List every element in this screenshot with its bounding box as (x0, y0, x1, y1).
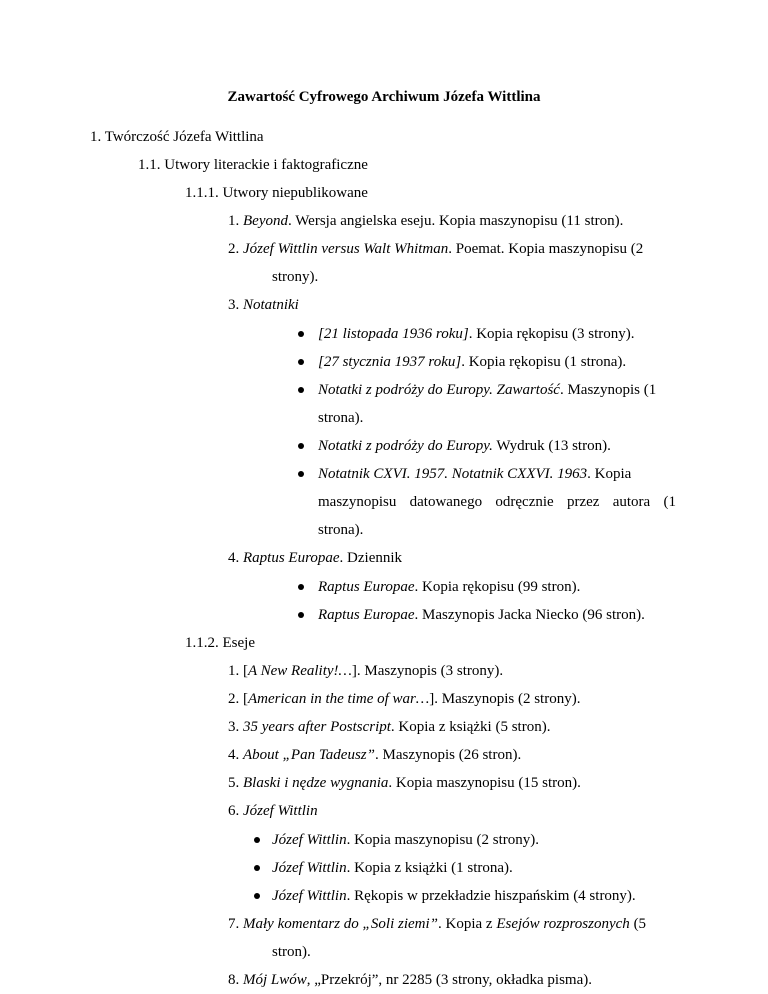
list-item: 4. About „Pan Tadeusz”. Maszynopis (26 stron). (228, 747, 522, 763)
list-item-continuation: strony). (272, 269, 319, 285)
bullet-icon (298, 584, 304, 590)
bullet-icon (298, 331, 304, 337)
list-item: 3. Notatniki (228, 297, 299, 313)
section-heading-1-1-2: 1.1.2. Eseje (185, 635, 255, 651)
section-heading-1: 1. Twórczość Józefa Wittlina (90, 129, 264, 145)
list-item: 3. 35 years after Postscript. Kopia z książki (5 stron). (228, 719, 551, 735)
list-item: [27 stycznia 1937 roku]. Kopia rękopisu (1 strona). (318, 354, 627, 370)
list-item: Notatki z podróży do Europy. Wydruk (13 stron). (318, 438, 611, 454)
bullet-icon (298, 612, 304, 618)
list-item: 6. Józef Wittlin (228, 803, 318, 819)
bullet-icon (298, 359, 304, 365)
list-item: 7. Mały komentarz do „Soli ziemi”. Kopia z Esejów rozproszonych (5 (228, 916, 647, 932)
bullet-icon (254, 865, 260, 871)
list-item: Raptus Europae. Maszynopis Jacka Niecko (96 stron). (318, 607, 645, 623)
list-item: 8. Mój Lwów, „Przekrój”, nr 2285 (3 strony, okładka pisma). (228, 972, 592, 988)
list-item: Józef Wittlin. Kopia maszynopisu (2 strony). (272, 832, 540, 848)
list-item: 1. [A New Reality!…]. Maszynopis (3 strony). (228, 663, 504, 679)
bullet-icon (254, 893, 260, 899)
list-item: Józef Wittlin. Rękopis w przekładzie hiszpańskim (4 strony). (272, 888, 636, 904)
list-item: Notatnik CXVI. 1957. Notatnik CXXVI. 1963. Kopia (318, 466, 632, 482)
list-item: 2. Józef Wittlin versus Walt Whitman. Poemat. Kopia maszynopisu (2 (228, 241, 644, 257)
list-item: Raptus Europae. Kopia rękopisu (99 stron). (318, 579, 581, 595)
list-item: Notatki z podróży do Europy. Zawartość. Maszynopis (1 (318, 382, 657, 398)
list-item: 2. [American in the time of war…]. Maszynopis (2 strony). (228, 691, 581, 707)
section-heading-1-1: 1.1. Utwory literackie i faktograficzne (138, 157, 368, 173)
bullet-icon (298, 387, 304, 393)
list-item-continuation: strona). (318, 410, 364, 426)
section-heading-1-1-1: 1.1.1. Utwory niepublikowane (185, 185, 368, 201)
list-item: Józef Wittlin. Kopia z książki (1 strona). (272, 860, 513, 876)
page-title: Zawartość Cyfrowego Archiwum Józefa Wittlina (227, 89, 541, 105)
bullet-icon (298, 471, 304, 477)
list-item: 5. Blaski i nędze wygnania. Kopia maszynopisu (15 stron). (228, 775, 581, 791)
list-item: 4. Raptus Europae. Dziennik (228, 550, 403, 566)
bullet-icon (254, 837, 260, 843)
bullet-icon (298, 443, 304, 449)
list-item: 1. Beyond. Wersja angielska eseju. Kopia maszynopisu (11 stron). (228, 213, 624, 229)
list-item: [21 listopada 1936 roku]. Kopia rękopisu (3 strony). (318, 326, 635, 342)
list-item-continuation: strona). (318, 522, 364, 538)
list-item-continuation: maszynopisu datowanego odręcznie przez autora (1 (318, 494, 676, 510)
list-item-continuation: stron). (272, 944, 311, 960)
